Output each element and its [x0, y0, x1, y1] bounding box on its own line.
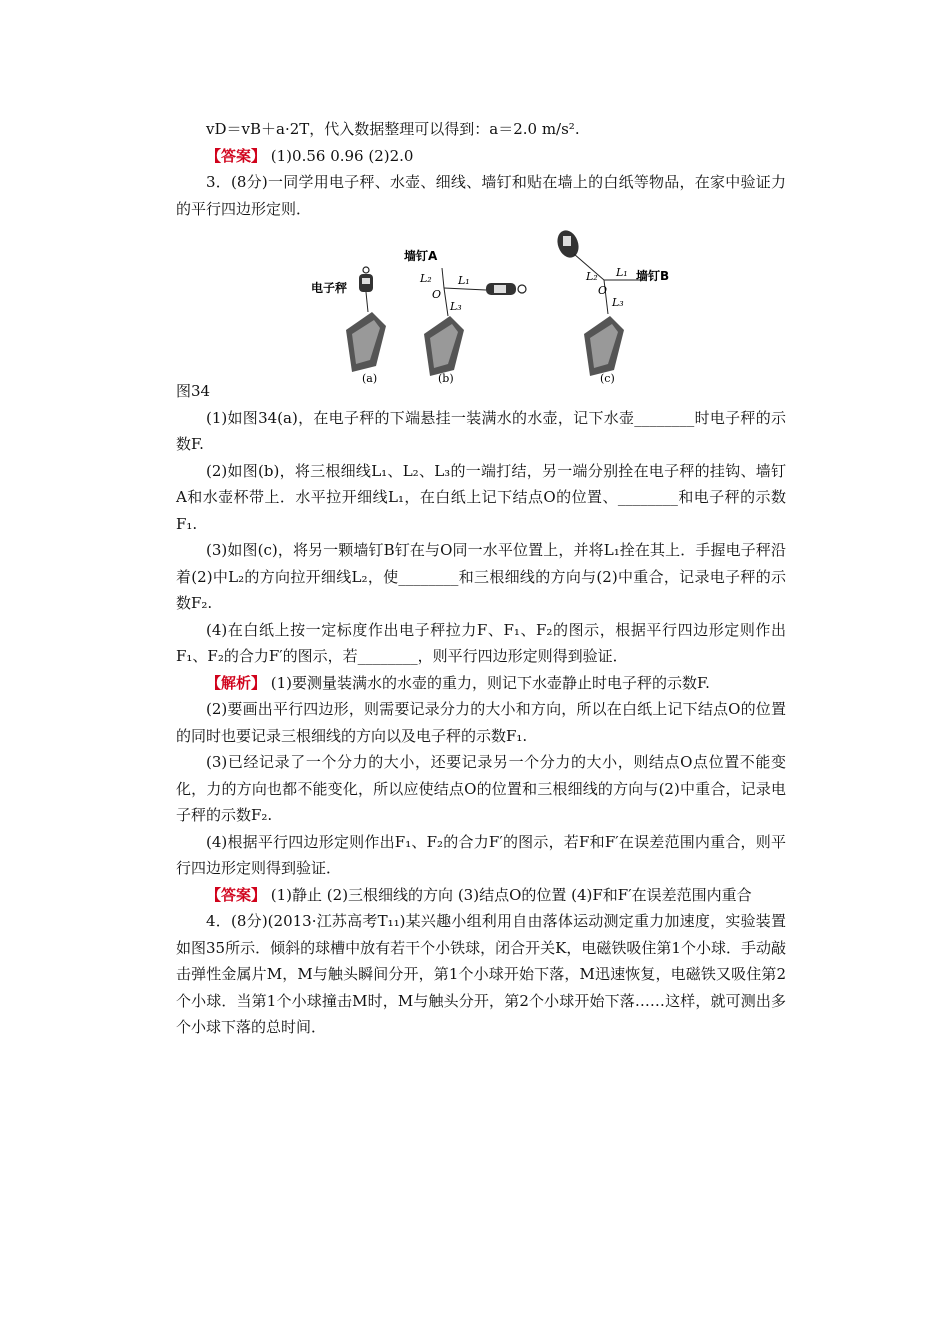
figure-34	[176, 230, 786, 385]
label-L2-c: L₂	[586, 270, 598, 283]
label-L3-c: L₃	[612, 296, 624, 309]
answer-tag: 【答案】	[206, 146, 267, 165]
answer-block-2	[176, 882, 786, 909]
panel-a	[311, 267, 386, 385]
figure-caption: 图34	[176, 382, 211, 400]
answer-tag-2: 【答案】	[206, 885, 267, 904]
question-3-1: (1)如图34(a)，在电子秤的下端悬挂一装满水的水壶，记下水壶________时电子秤的示数F.	[176, 408, 786, 453]
analysis-2: (2)要画出平行四边形，则需要记录分力的大小和方向，所以在白纸上记下结点O的位置的同时也要记录三根细线的方向以及电子秤的示数F₁.	[176, 700, 786, 745]
label-c: (c)	[600, 372, 615, 385]
question-4: 4．(8分)(2013·江苏高考T₁₁)某兴趣小组利用自由落体运动测定重力加速度，实验装置如图35所示．倾斜的球槽中放有若干个小铁球，闭合开关K，电磁铁吸住第1个小球．手动敲击弹性金属片M，M与触头瞬间分开，第1个小球开始下落，M迅速恢复，电磁铁又吸住第2个小球．当第1个小球撞击M时，M与触头分开，第2个小球开始下落……这样，就可测出多个小球下落的总时间．	[176, 912, 786, 1036]
question-3: 3．(8分)一同学用电子秤、水壶、细线、墙钉和贴在墙上的白纸等物品，在家中验证力的平行四边形定则．	[176, 173, 786, 218]
label-a: (a)	[362, 372, 378, 385]
nail-a-label: 墙钉A	[404, 249, 438, 263]
question-3-4: (4)在白纸上按一定标度作出电子秤拉力F、F₁、F₂的图示，根据平行四边形定则作出F₁、F₂的合力F′的图示，若________，则平行四边形定则得到验证．	[176, 620, 786, 665]
label-L1-c: L₁	[616, 266, 628, 279]
analysis-tag: 【解析】	[206, 673, 267, 692]
nail-b-label: 墙钉B	[636, 269, 670, 283]
question-3-3: (3)如图(c)，将另一颗墙钉B钉在与O同一水平位置上，并将L₁拴在其上．手握电子秤沿着(2)中L₂的方向拉开细线L₂，使________和三根细线的方向与(2)中重合，记录电子秤的示数F₂.	[176, 541, 786, 612]
panel-c	[554, 227, 669, 385]
label-L1: L₁	[458, 274, 470, 287]
question-3-2: (2)如图(b)，将三根细线L₁、L₂、L₃的一端打结，另一端分别拴在电子秤的挂钩、墙钉A和水壶杯带上．水平拉开细线L₁，在白纸上记下结点O的位置、________和电子秤的示数F₁.	[176, 461, 786, 533]
analysis-3: (3)已经记录了一个分力的大小，还要记录另一个分力的大小，则结点O点位置不能变化，力的方向也都不能变化，所以应使结点O的位置和三根细线的方向与(2)中重合，记录电子秤的示数F₂.	[176, 753, 786, 824]
experiment-diagram	[176, 230, 786, 385]
label-L3: L₃	[450, 300, 462, 313]
scale-label: 电子秤	[311, 281, 348, 295]
text-line-vd: vD＝vB＋a·2T，代入数据整理可以得到：a＝2.0 m/s².	[206, 120, 580, 138]
label-L2: L₂	[420, 272, 432, 285]
panel-b	[404, 248, 526, 385]
document-content	[176, 116, 786, 1041]
label-b: (b)	[438, 372, 454, 385]
analysis-1	[176, 670, 786, 697]
label-O: O	[432, 288, 442, 301]
analysis-4: (4)根据平行四边形定则作出F₁、F₂的合力F′的图示，若F和F′在误差范围内重合，则平行四边形定则得到验证．	[176, 832, 786, 877]
answer-text-2: (1)静止 (2)三根细线的方向 (3)结点O的位置 (4)F和F′在误差范围内重合	[266, 885, 752, 904]
answer-block-1	[176, 143, 786, 170]
answer-text: (1)0.56 0.96 (2)2.0	[266, 146, 414, 165]
analysis-text-1: (1)要测量装满水的水壶的重力，则记下水壶静止时电子秤的示数F.	[266, 673, 710, 692]
label-O-c: O	[598, 284, 608, 297]
